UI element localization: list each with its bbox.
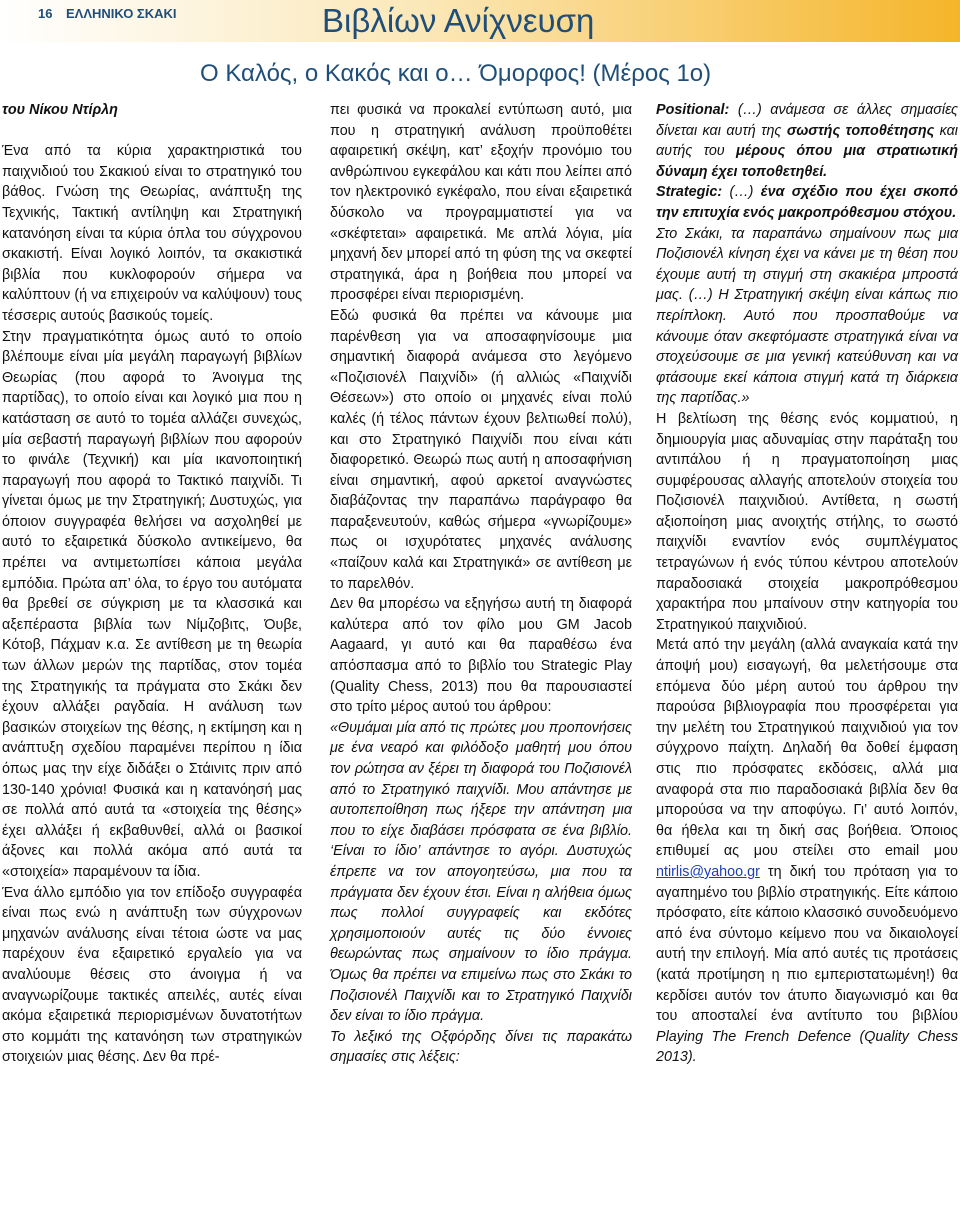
definition-positional	[656, 100, 958, 182]
quote-paragraph: «Θυμάμαι μία από τις πρώτες μου προπονήσεις με ένα νεαρό και φιλόδοξο μαθητή μου όπου τον ρώτησα αν ξέρει τη διαφορά του Ποζισιονέλ από το Στρατηγικό παιχνίδι. Μου απάντησε με αυτοπεποίθηση πως ήξερε την απάντηση μια που το είχε διαβάσει πρόσφατα σε ένα βιβλίο. ‘Είναι το ίδιο’ απάντησε το αγόρι. Δυστυχώς έπρεπε να τον απογοητεύσω, μια που τα πράγματα δεν έχουν έτσι. Είναι η αλήθεια όμως πως πολλοί συγγραφείς και εκδότες χρησιμοποιούν αυτές τις δύο έννοιες θεωρώντας πως σημαίνουν το ίδιο πράγμα. Όμως θα πρέπει να επιμείνω πως στο Σκάκι το Ποζισιονέλ Παιχνίδι και το Στρατηγικό Παιχνίδι δεν είναι το ίδιο πράγμα.	[330, 719, 632, 1025]
paragraph-text: τη δική του πρόταση για το αγαπημένο του βιβλίο στρατηγικής. Είτε κάποιο πρόσφατο, είτε κάποιο κλασσικό συνοδευόμενο από ένα σύντομο κείμενο που να δικαιολογεί αυτή την επιλογή. Μία από αυτές τις προτάσεις (κατά προτίμηση η πιο εμπεριστατωμένη!) θα κερδίσει αυτόν τον άτυπο διαγωνισμό και θα του αποσταλεί ένα αντίτυπο του βιβλίου	[656, 863, 958, 1025]
definition-text: και αυτής του	[656, 122, 958, 160]
paragraph: Στην πραγματικότητα όμως αυτό το οποίο βλέπουμε είναι μία μεγάλη παραγωγή βιβλίων Θεωρίας (που αφορά το Άνοιγμα της παρτίδας), το οποίο είναι και λογικό μια που η κατάσταση σε αυτό το τομέα αλλάζει συνεχώς, μία σεβαστή παραγωγή βιβλίων που αφορούν το φινάλε (Τεχνική) και μία ικανοποιητική παραγωγή που αφορά το Τακτικό παιχνίδι. Τι γίνεται όμως με την Στρατηγική; Δυστυχώς, για όποιον συγγραφέα θελήσει να ασχοληθεί με αυτό το εξαιρετικά δύσκολο αντικείμενο, θα πρέπει να αντιμετωπίσει κάποια μεγάλα εμπόδια. Πρώτα απ’ όλα, το έργο του αυτόματα θα βρεθεί σε σύγκριση με τα κλασσικά και αξεπέραστα βιβλία των Νίμζοβιτς, Όυβε, Κότοβ, Πάχμαν κ.α. Σε αντίθεση με τη θεωρία των άλλων μερών της παρτίδας, στον τομέα της Στρατηγικής τα πράγματα στο Σκάκι δεν έχουν αλλάξει ραγδαία. Η ανάλυση των βασικών στοιχείων της θέσης, η εκτίμηση και η ανάπτυξη σχεδίου παραμένει περίπου η ίδια όπως μας την είχε διδάξει ο Στάινιτς πριν από 130-140 χρόνια! Φυσικά και η κατανόησή μας σε πολλά από αυτά τα «στοιχεία της θέσης» έχει αλλάξει ή εκβαθυνθεί, αλλά οι βασικοί άξονες και πολλά ακόμα από αυτά τα «στοιχεία» παραμένουν τα ίδια.	[2, 328, 302, 880]
paragraph: Ένα άλλο εμπόδιο για τον επίδοξο συγγραφέα είναι πως ενώ η ανάπτυξη των σύγχρονων μηχανών ανάλυσης είναι τέτοια ώστε να μας παρέχουν ένα εξαιρετικό εργαλείο για να αναλύουμε θέσεις στο άνοιγμα ή να αναγνωρίζουμε τακτικές απειλές, αυτές είναι ακόμα εξαιρετικά περιορισμένων δυνατοτήτων στο κομμάτι της κατανόηση των στρατηγικών στοιχειών μιας θέσης. Δεν θα πρέ-	[2, 884, 302, 1066]
term-positional: Positional:	[656, 102, 730, 118]
definition-strategic	[656, 182, 958, 223]
email-link[interactable]: ntirlis@yahoo.gr	[656, 863, 760, 880]
paragraph: πει φυσικά να προκαλεί εντύπωση αυτό, μια που η στρατηγική ανάλυση προϋποθέτει αφαιρετική σκέψη, κατ’ εξοχήν προνόμιο του ανθρώπινου εγκεφάλου και κάτι που λείπει από τον ηλεκτρονικό εγκέφαλο, που είναι εξαιρετικά δύσκολο να προγραμματιστεί για να «σκέφτεται» αφαιρετικά. Με απλά λόγια, μία μηχανή δεν μπορεί από τη φύση της να σκεφτεί στρατηγικά, άρα η βοήθεια που μπορεί να προσφέρει είναι περιορισμένη.	[330, 102, 632, 304]
definition-emphasis: μέρους όπου μια στρατιωτική δύναμη έχει τοποθετηθεί.	[656, 143, 958, 180]
column-1	[2, 100, 302, 1068]
article-subtitle: Ο Καλός, ο Κακός και ο… Όμορφος! (Μέρος 1ο)	[200, 60, 712, 87]
magazine-name: ΕΛΛΗΝΙΚΟ ΣΚΑΚΙ	[66, 6, 177, 21]
quote-paragraph: Στο Σκάκι, τα παραπάνω σημαίνουν πως μια Ποζισιονέλ κίνηση έχει να κάνει με τη θέση που έχουμε αυτή τη στιγμή στη σκακιέρα μπροστά μας. (…) Η Στρατηγική σκέψη είναι κάπως πιο περίπλοκη. Αυτό που προσπαθούμε να κάνουμε όταν σκεφτόμαστε στρατηγικά είναι να στοχεύσουμε σε μια γενική κατεύθυνση και να φτάσουμε εκεί κάποια στιγμή κατά τη διάρκεια της παρτίδας.»	[656, 225, 958, 407]
paragraph	[656, 635, 958, 1067]
paragraph: Η βελτίωση της θέσης ενός κομματιού, η δημιουργία μιας αδυναμίας στην παράταξη του αντιπάλου ή η πραγματοποίηση μιας συμφέρουσας αλλαγής αποτελούν στοιχεία του Ποζισιονέλ παιχνιδιού. Αντίθετα, η σωστή αξιοποίηση μιας ανοιχτής στήλης, το σωστό παιχνίδι εναντίον ενός συμπλέγματος τετραγώνων ή ενός τύπου κέντρου αποτελούν παραδοσιακά στοιχεία μακροπρόθεσμου χαρακτήρα που μπαίνουν στην κατηγορία του Στρατηγικού παιχνιδιού.	[656, 410, 958, 633]
author-byline: του Νίκου Ντίρλη	[2, 102, 118, 118]
quote-paragraph: Το λεξικό της Οξφόρδης δίνει τις παρακάτω σημασίες στις λέξεις:	[330, 1028, 632, 1066]
page-number: 16	[38, 6, 53, 21]
definition-emphasis: σωστής τοποθέτησης	[786, 122, 935, 139]
column-3	[656, 100, 958, 1068]
definition-emphasis: ένα σχέδιο που έχει σκοπό την επιτυχία ενός μακροπρόθεσμου στόχου.	[656, 184, 958, 221]
book-title: Playing The French Defence (Quality Chess 2013).	[656, 1028, 958, 1066]
term-strategic: Strategic:	[656, 184, 723, 201]
definition-text: (…) ανάμεσα σε άλλες σημασίες δίνεται και αυτή της	[656, 102, 958, 139]
paragraph: Δεν θα μπορέσω να εξηγήσω αυτή τη διαφορά καλύτερα από τον φίλο μου GM Jacob Aagaard, γι αυτό και θα παραθέσω ένα απόσπασμα από το βιβλίο του Strategic Play (Quality Chess, 2013) που θα παρουσιαστεί στο τρίτο μέρος αυτού του άρθρου:	[330, 596, 632, 716]
article-title: Βιβλίων Ανίχνευση	[322, 2, 595, 39]
paragraph-text: Μετά από την μεγάλη (αλλά αναγκαία κατά την άποψή μου) εισαγωγή, θα μελετήσουμε στα επόμενα δύο μέρη αυτού του άρθρου την παρούσα βιβλιογραφία που προσφέρεται για την μελέτη του Στρατηγικού παιχνιδιού για τον σύγχρονο παίχτη. Δηλαδή θα δοθεί έμφαση στις πιο πρόσφατες εκδόσεις, αλλά μια αναφορά στα πιο παραδοσιακά βιβλία δεν θα μπορούσα να την αποφύγω. Γι’ αυτό λοιπόν, θα ήθελα και τη δική σας βοήθεια. Όποιος επιθυμεί ας μου στείλει στο email μου	[656, 637, 958, 860]
paragraph: Ένα από τα κύρια χαρακτηριστικά του παιχνιδιού του Σκακιού είναι το στρατηγικό του βάθος. Γνώση της Θεωρίας, ανάπτυξη της Τεχνικής, Τακτική αντίληψη και Στρατηγική κατανόηση είναι τα κύρια όπλα του σύγχρονου σκακιστή. Είναι λογικό λοιπόν, τα σκακιστικά βιβλία που κυκλοφορούν σήμερα να καλύπτουν (ή να επιχειρούν να καλύψουν) τους τέσσερις αυτούς βασικούς τομείς.	[2, 143, 302, 324]
column-2	[330, 100, 632, 1068]
definition-text: (…)	[722, 184, 761, 201]
paragraph: Εδώ φυσικά θα πρέπει να κάνουμε μια παρένθεση για να αποσαφηνίσουμε μια σημαντική διαφορά ανάμεσα στο λεγόμενο «Ποζισιονέλ Παιχνίδι» (ή αλλιώς «Παιχνίδι Θέσεων») στο οποίο οι μηχανές είναι πολύ καλές (ή τέλος πάντων έχουν βελτιωθεί πολύ), και στο Στρατηγικό Παιχνίδι που είναι κάτι διαφορετικό. Θεωρώ πως αυτή η αποσαφήνιση είναι σημαντική, αφού αρκετοί αναγνώστες διαβάζοντας την παραπάνω παράγραφο θα παραξενευτούν, καθώς σήμερα «γνωρίζουμε» πως οι ισχυρότατες μηχανές ανάλυσης «παίζουν καλά και Στρατηγικά» σε αντίθεση με το παρελθόν.	[330, 307, 632, 592]
